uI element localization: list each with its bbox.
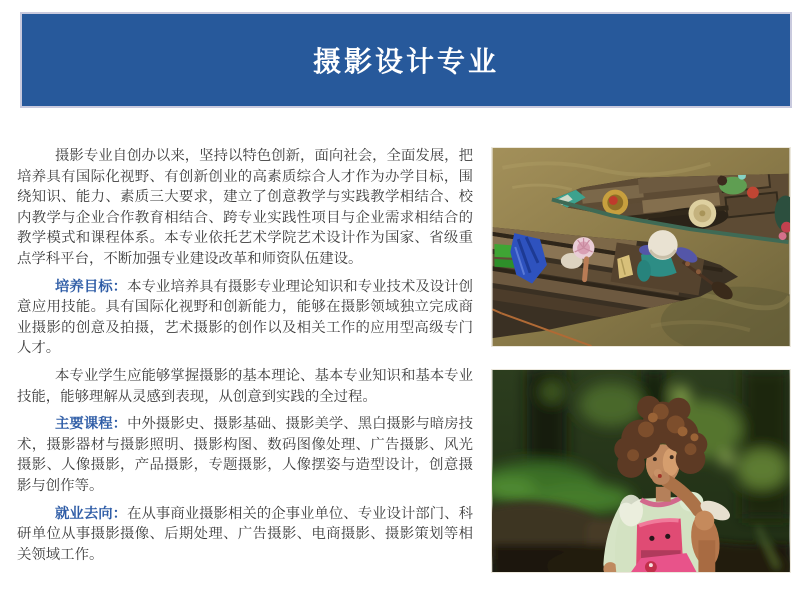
aerial-river-boats-illustration (492, 148, 790, 346)
paragraph-text: 中外摄影史、摄影基础、摄影美学、黑白摄影与暗房技术，摄影器材与摄影照明、摄影构图、数码图像处理、广告摄影、风光摄影、人像摄影，产品摄影，专题摄影，人像摆姿与造型设计，创意摄影与创作等。 (17, 416, 473, 494)
section-label: 主要课程： (55, 416, 128, 433)
main-courses-paragraph (17, 414, 473, 496)
child-portrait-photo (491, 369, 791, 573)
ability-paragraph (17, 366, 473, 407)
paragraph-text: 本专业培养具有摄影专业理论知识和专业技术及设计创意应用技能。具有国际化视野和创新能力，能够在摄影领域独立完成商业摄影的创意及拍摄，艺术摄影的创作以及相关工作的应用型高级专门人才。 (17, 278, 473, 357)
paragraph-text: 在从事商业摄影相关的企事业单位、专业设计部门、科研单位从事摄影摄像、后期处理、广告摄影、电商摄影、摄影策划等相关领域工作。 (17, 505, 473, 563)
paragraph-text: 摄影专业自创办以来，坚持以特色创新，面向社会，全面发展，把培养具有国际化视野、有创新创业的高素质综合人才作为办学目标，围绕知识、能力、素质三大要求，建立了创意教学与实践教学相结合、校内教学与企业合作教育相结合、跨专业实践性项目与企业需求相结合的教学模式和课程体系。本专业依托艺术学院艺术设计作为国家、省级重点学科平台，不断加强专业建设改革和师资队伍建设。 (17, 148, 473, 267)
text-column (17, 146, 473, 572)
aerial-river-boats-photo (491, 147, 791, 347)
section-label: 培养目标： (55, 278, 128, 295)
intro-paragraph (17, 146, 473, 270)
page-title: 摄影设计专业 (312, 46, 499, 77)
section-label: 就业去向： (55, 505, 128, 522)
paragraph-text: 本专业学生应能够掌握摄影的基本理论、基本专业知识和基本专业技能，能够理解从灵感到表现，从创意到实践的全过程。 (17, 367, 473, 405)
employment-paragraph (17, 504, 473, 566)
header-banner (20, 12, 792, 108)
child-portrait-illustration (492, 370, 790, 572)
training-goal-paragraph (17, 277, 473, 359)
